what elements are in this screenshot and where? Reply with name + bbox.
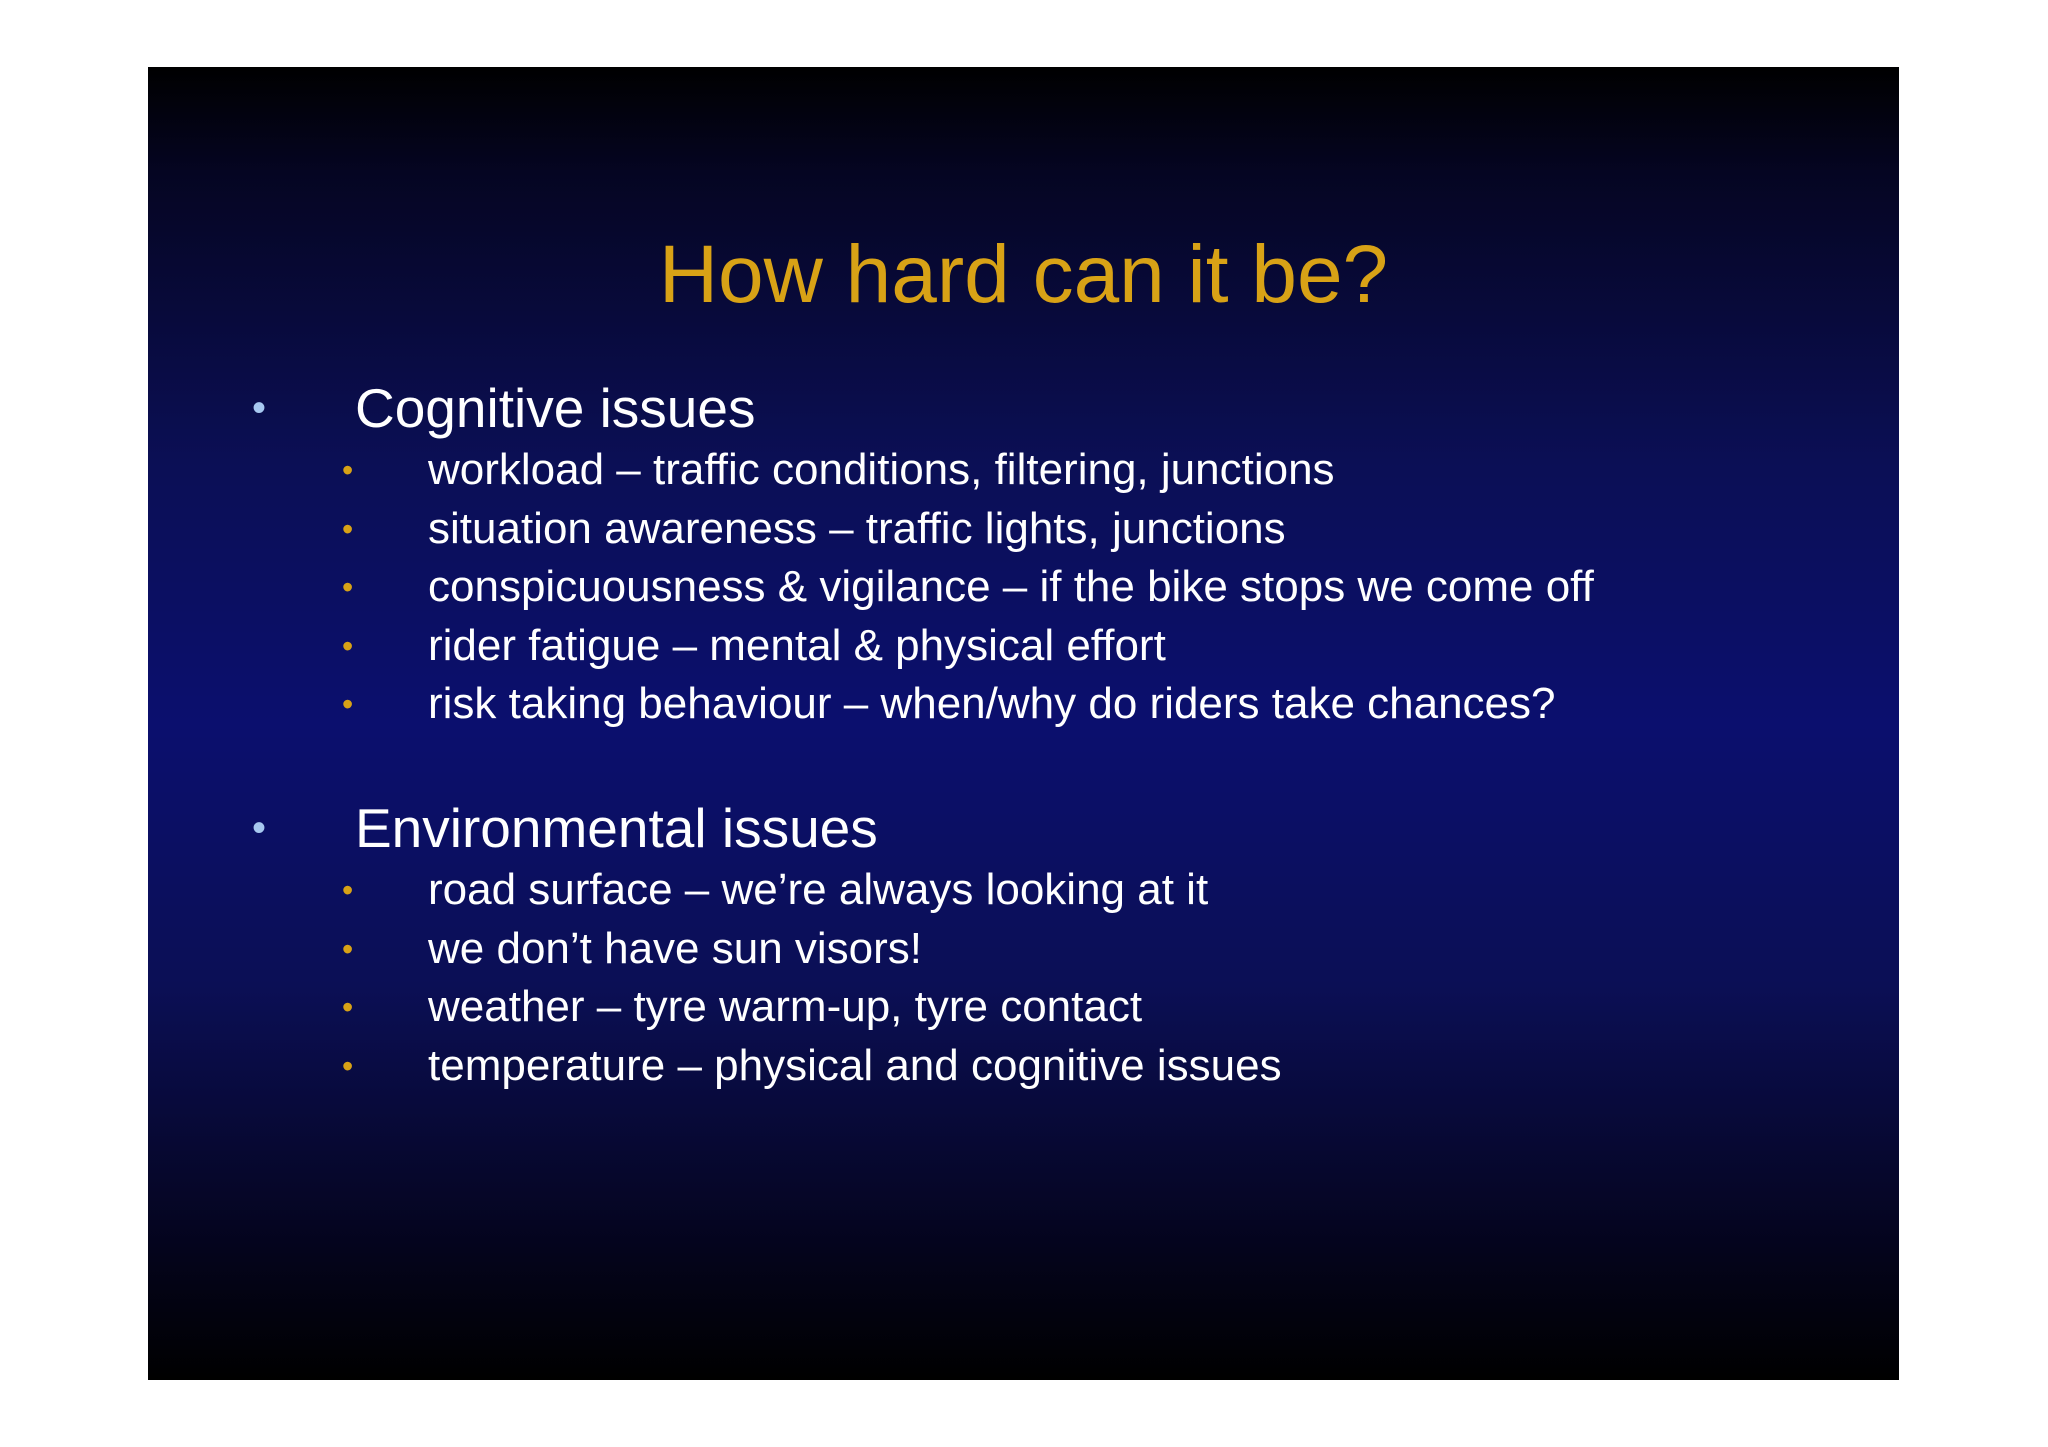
sub-bullet-marker: • xyxy=(342,686,354,722)
sub-bullet-item xyxy=(148,500,1899,559)
bullet-heading xyxy=(148,795,1899,861)
sub-bullet-marker: • xyxy=(342,569,354,605)
bullet-marker: • xyxy=(252,806,267,850)
sub-bullet-text: rider fatigue – mental & physical effort xyxy=(428,620,1166,670)
sub-bullet-text: we don’t have sun visors! xyxy=(428,923,923,973)
bullet-group-environmental xyxy=(148,795,1899,1095)
sub-bullet-marker: • xyxy=(342,452,354,488)
sub-bullet-item xyxy=(148,558,1899,617)
sub-bullet-marker: • xyxy=(342,510,354,547)
sub-bullet-item xyxy=(148,1037,1899,1096)
sub-bullet-item xyxy=(148,861,1899,920)
sub-bullet-item xyxy=(148,675,1899,734)
sub-bullet-text: road surface – we’re always looking at it xyxy=(428,865,1209,914)
sub-bullet-item xyxy=(148,441,1899,500)
bullet-marker: • xyxy=(252,386,267,430)
sub-bullet-marker: • xyxy=(342,1047,354,1084)
sub-bullet-item xyxy=(148,617,1899,676)
bullet-group-cognitive xyxy=(148,375,1899,734)
sub-bullet-marker: • xyxy=(342,989,354,1025)
sub-bullet-text: temperature – physical and cognitive issues xyxy=(428,1040,1282,1090)
bullet-heading xyxy=(148,375,1899,441)
sub-bullet-item xyxy=(148,978,1899,1037)
sub-bullet-text: weather – tyre warm-up, tyre contact xyxy=(428,982,1143,1031)
slide-title: How hard can it be? xyxy=(658,229,1389,320)
bullet-heading-text: Cognitive issues xyxy=(355,377,756,439)
sub-bullet-marker: • xyxy=(342,872,354,908)
sub-bullet-item xyxy=(148,920,1899,979)
sub-bullet-text: workload – traffic conditions, filtering, junctions xyxy=(428,445,1335,494)
slide xyxy=(148,67,1899,1380)
sub-bullet-text: risk taking behaviour – when/why do riders take chances? xyxy=(428,679,1556,728)
sub-bullet-marker: • xyxy=(342,930,354,967)
bullet-heading-text: Environmental issues xyxy=(355,797,878,859)
sub-bullet-text: conspicuousness & vigilance – if the bike stops we come off xyxy=(428,562,1594,611)
sub-bullet-text: situation awareness – traffic lights, junctions xyxy=(428,503,1286,553)
sub-bullet-marker: • xyxy=(342,627,354,664)
